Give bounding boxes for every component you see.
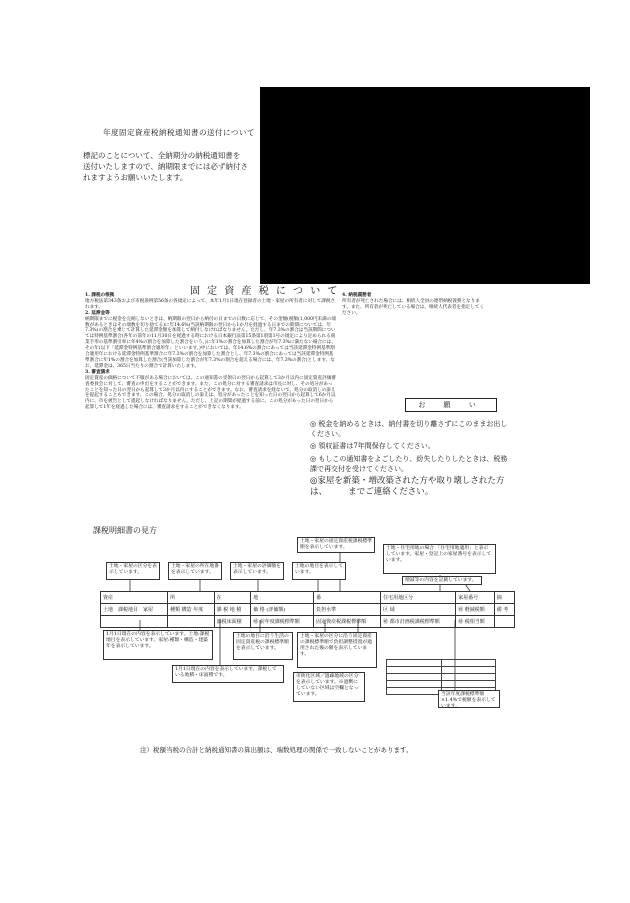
- callout-asset-type: 土地・家屋の区分を表示しています。: [106, 562, 160, 580]
- tax-section-title: 固 定 資 産 税 に つ い て: [190, 286, 340, 297]
- notice-line: 標記のことについて、全納期分の納税通知書を: [83, 151, 241, 160]
- table-cell: 負担水準: [314, 604, 381, 616]
- callout-valuation: 土地・家屋の評価額を表示しています。: [230, 562, 284, 580]
- table-cell: [387, 681, 442, 688]
- table-cell: ㊙ 前年度課税標準額: [251, 616, 314, 628]
- request-item: ◎ もしこの通知書をよごしたり、紛失したりしたときは、税務課で再交付を受けてください。: [310, 454, 508, 473]
- diagram-footnote: 注）税額当税の合計と納税通知書の算出額は、端数処理の関係で一致しないことがあります。: [140, 746, 413, 754]
- table-row: [101, 616, 515, 628]
- section-heading: 2. 延滞金等: [85, 310, 110, 316]
- section-text: 所有者が死亡された場合には、相続人全員の連帯納税義務となります。また、所有者が死亡している場合は、相続人代表者を指定してください。: [342, 298, 485, 316]
- table-row: [101, 592, 515, 604]
- section-text: 地方税法第343条および市税条例第56条の各規定によって、本年1月1日現在登録者の土地・家屋の所有者に対して課税されます。: [85, 298, 336, 310]
- callout-jan1-contents: 1月1日現在の内容を表示しています。土地:課税地目を表示しています。家屋:種類・構造・建築年を表示しています。: [103, 630, 213, 660]
- notice-title: 年度固定資産税納税通知書の送付について: [103, 128, 255, 137]
- request-item: ◎ 税金を納めるときは、納付書を切り離さずにこのままお出しください。: [310, 420, 508, 439]
- table-cell: 種類 構造 年度: [168, 604, 215, 616]
- section-heading: 4. 納税義務者: [342, 293, 372, 298]
- callout-area: 1月1日現在の内容を表示しています。課税している地積・床面積です。: [172, 665, 284, 683]
- section-heading: 3. 審査請求: [85, 369, 110, 375]
- table-cell: 価 格 (評価額): [251, 604, 314, 616]
- table-cell: 摘: [494, 592, 514, 604]
- table-cell: [387, 660, 442, 667]
- detail-table: [100, 591, 515, 628]
- section-text: 納期限までに税金を完納しないときは、納期限の翌日から納付の日までの日数に応じて、その金額(税額(1,000円未満の端数があるときはその端数を切り捨てる)に年14.6%(当該納期限の翌日から1か月を経過する日までの期間については、年7.3%)の割合を乗じて計算した延滞金額を加算して納付しなければなりません。ただし、年7.3%の割合は当該期間については特例基準割合(各年の前年の11月30日を経過する時における日本銀行法第15条第1項第1号の規定により定められる商業手形の基準割引率に年4%の割合を加算した割合をいう。)に年1%の割合を加算した割合が年7.3%に満たない場合には、その年(以下「延滞金特例基準割合適用年」といいます。)中においては、年14.6%の割合にあっては当該延滞金特例基準割合適用年における延滞金特例基準割合に年7.3%の割合を加算した割合とし、年7.3%の割合にあっては当該延滞金特例基準割合に年1%の割合を加算した割合(当該加算した割合が年7.3%の割合を超える場合には、年7.3%の割合)とします。なお、延滞金は、365日当たりの割合で計算いたします。: [85, 316, 336, 369]
- table-cell: [441, 681, 496, 688]
- table-cell: 資産: [101, 592, 168, 604]
- callout-residential-land: 土地・住宅用地の場合 「住宅用地適用」と表示しています。家屋・登記上の家屋番号を表示しています。: [383, 544, 496, 574]
- table-cell: ㊙ 都市計画税課税標準額: [381, 616, 456, 628]
- table-cell: [494, 616, 514, 628]
- table-cell: 地: [251, 592, 314, 604]
- table-cell: 所: [168, 592, 215, 604]
- table-cell: [168, 616, 215, 628]
- table-cell: 備 考: [494, 604, 514, 616]
- table-cell: [387, 667, 442, 674]
- section-text: 固定資産の価格について不服がある場合においては、この通知書の受領日の翌日から起算して3か月以内に固定資産評価審査委員会に対して、審査の申出をすることができます。また、この処分に対する審査請求は市長に対し、その処分があったことを知った日の翌日から起算して3か月以内にすることができます。なお、審査請求を経ないで、処分の取消しの訴えを提起することもできます。この場合、処分の取消しの訴えは、処分があったことを知った日の翌日から起算して6か月以内に、市を被告として提起しなければなりません。ただし、上記の期間が経過する前に、この処分があった日の翌日から起算して1年を経過した場合には、審査請求をすることができなくなります。: [85, 375, 336, 411]
- request-emphasis: ◎家屋を新築・増改築された方や取り壊しされた方は、 までご連絡ください。: [310, 476, 505, 498]
- callout-standard-amount: 土地・家屋の固定資産税課税標準額を表示しています。: [297, 537, 375, 553]
- table-cell: 課 税 地 積: [214, 604, 251, 616]
- table-cell: 家屋番号: [456, 592, 495, 604]
- table-cell: [441, 667, 496, 674]
- table-cell: ㊙ 税相当額: [456, 616, 495, 628]
- callout-urbanization: 市街化区域／過疎地域の区分を表示しています。※過剰にしていない区域は空欄となっています。: [293, 672, 365, 702]
- table-cell: [101, 616, 168, 628]
- table-cell: [441, 660, 496, 667]
- callout-location: 土地・家屋の所在地番を表示しています。: [168, 562, 222, 580]
- table-cell: 固定資産税課税標準額: [314, 616, 381, 628]
- table-cell: ㊙ 軽減税額: [456, 604, 495, 616]
- request-item: ◎ 領収証書は7年間保存してください。: [310, 442, 435, 451]
- table-cell: [387, 674, 442, 681]
- callout-land-standard: 土地の地目に沿う生活の固定資産税の課税標準額を表示しています。: [233, 632, 293, 660]
- table-cell: 区 域: [381, 604, 456, 616]
- notice-line: れますようお願いいたします。: [83, 173, 188, 182]
- callout-adjusted-standard: 土地・家屋の区分に沿う固定資産の課税標準額で負担調整措置が適用された後の額を表示しています。: [297, 632, 377, 668]
- table-cell: 住宅用地区分: [381, 592, 456, 604]
- table-cell: [441, 674, 496, 681]
- table-cell: [387, 688, 442, 695]
- table-cell: 課税床面積: [214, 616, 251, 628]
- table-row: [101, 604, 515, 616]
- table-cell: 番: [314, 592, 381, 604]
- section-heading: 1. 課税の根拠: [85, 293, 115, 298]
- table-cell: 在: [214, 592, 251, 604]
- callout-land-category: 土地の地目を表示しています。: [292, 562, 346, 580]
- callout-tax-amount: 当該年度課税標準額×1.4%で税額を表示しています。: [438, 690, 500, 708]
- callout-changes: 増減等の内容を記載しています。: [402, 576, 482, 585]
- table-cell: 土地 課税地目 家屋: [101, 604, 168, 616]
- requests-title: お 願 い: [405, 398, 497, 412]
- diagram-title: 課税明細書の見方: [93, 526, 157, 535]
- notice-line: 送付いたしますので、納期限までには必ず納付さ: [83, 162, 248, 171]
